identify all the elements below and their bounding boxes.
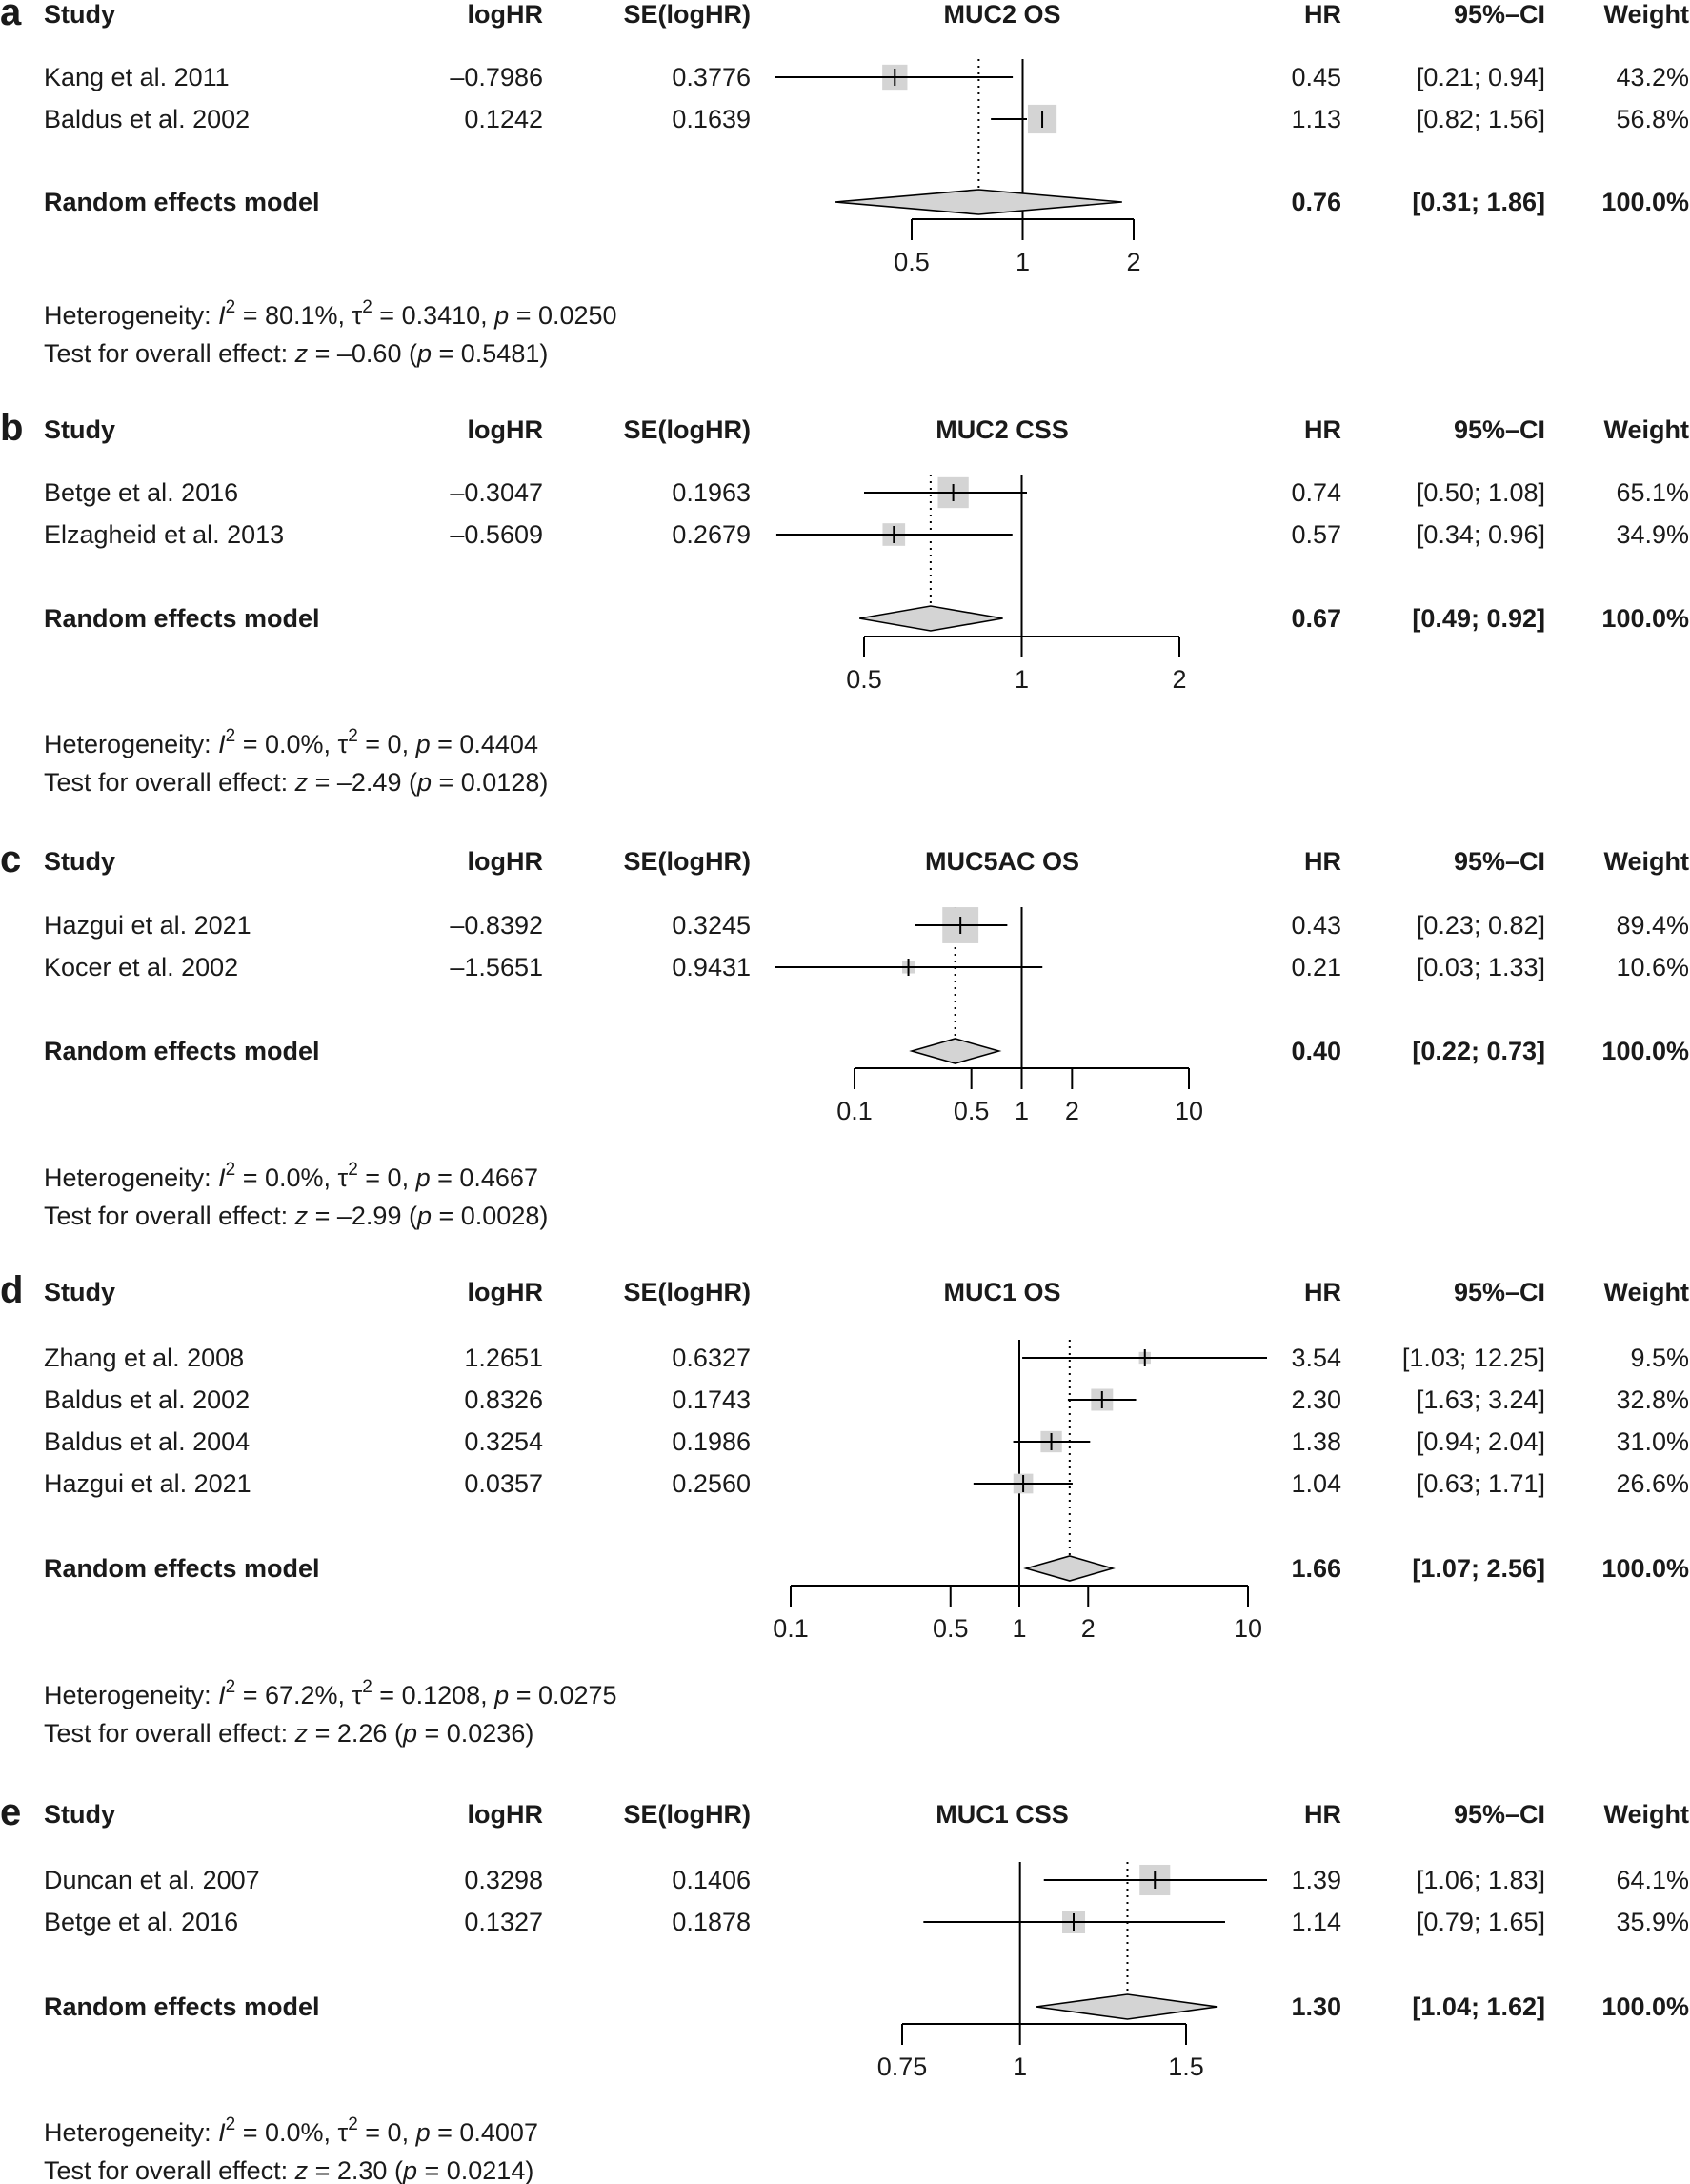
- study-se: 0.1406: [672, 1866, 751, 1894]
- study-weight: 65.1%: [1616, 478, 1689, 507]
- header-hr: HR: [1304, 847, 1341, 876]
- het-p-value: = 0.4404: [430, 730, 538, 758]
- overall-z-value: = –2.99 (: [308, 1202, 417, 1230]
- study-row: [44, 1427, 1689, 1456]
- study-ci: [0.82; 1.56]: [1416, 105, 1545, 133]
- study-name: Kang et al. 2011: [44, 63, 230, 91]
- study-name: Baldus et al. 2004: [44, 1427, 251, 1456]
- het-p-symbol: p: [415, 1163, 431, 1192]
- overall-p-value: = 0.0128): [432, 768, 549, 797]
- header-study: Study: [44, 415, 116, 444]
- axis-tick-label: 1: [1013, 2053, 1028, 2081]
- study-loghr: –0.3047: [450, 478, 543, 507]
- axis-tick-label: 0.1: [773, 1614, 809, 1643]
- header-se: SE(logHR): [623, 0, 751, 29]
- het-i2-value: = 0.0%,: [235, 1163, 338, 1192]
- het-prefix: Heterogeneity:: [44, 730, 219, 758]
- overall-p-value: = 0.5481): [432, 339, 549, 368]
- het-tau2-value: = 0,: [357, 730, 416, 758]
- het-tau2-value: = 0.3410,: [372, 301, 495, 330]
- study-loghr: 1.2651: [464, 1344, 543, 1372]
- study-hr: 1.38: [1291, 1427, 1341, 1456]
- het-p-value: = 0.0250: [509, 301, 617, 330]
- study-hr: 0.57: [1291, 520, 1341, 549]
- het-i-sup: 2: [225, 1677, 236, 1697]
- summary-weight: 100.0%: [1601, 1554, 1689, 1583]
- het-i2-value: = 67.2%,: [235, 1681, 352, 1709]
- axis-tick-label: 0.5: [846, 665, 882, 694]
- panel-letter: e: [0, 1791, 22, 1833]
- study-weight: 56.8%: [1616, 105, 1689, 133]
- study-name: Betge et al. 2016: [44, 478, 239, 507]
- heterogeneity-text: [44, 1160, 538, 1192]
- het-p-value: = 0.4667: [430, 1163, 538, 1192]
- header-weight: Weight: [1603, 415, 1689, 444]
- summary-ci: [0.22; 0.73]: [1412, 1037, 1545, 1065]
- study-hr: 0.45: [1291, 63, 1341, 91]
- het-tau-sup: 2: [348, 726, 358, 746]
- summary-diamond: [912, 1039, 998, 1063]
- header-se: SE(logHR): [623, 847, 751, 876]
- overall-prefix: Test for overall effect:: [44, 2156, 295, 2184]
- het-i-symbol: I: [218, 301, 226, 330]
- study-ci: [1.63; 3.24]: [1416, 1385, 1545, 1414]
- header-study: Study: [44, 847, 116, 876]
- summary-diamond: [835, 190, 1122, 214]
- overall-prefix: Test for overall effect:: [44, 1202, 295, 1230]
- heterogeneity-text: [44, 297, 617, 330]
- panel-letter: c: [0, 839, 22, 880]
- header-ci: 95%–CI: [1453, 1278, 1545, 1306]
- x-axis: [894, 219, 1140, 276]
- study-se: 0.3245: [672, 911, 751, 940]
- summary-weight: 100.0%: [1601, 1992, 1689, 2021]
- header-loghr: logHR: [467, 0, 543, 29]
- overall-effect-text: [44, 339, 548, 368]
- study-name: Elzagheid et al. 2013: [44, 520, 285, 549]
- axis-tick-label: 1: [1014, 1097, 1030, 1125]
- study-row: [44, 520, 1689, 549]
- overall-p-symbol: p: [416, 1202, 432, 1230]
- x-axis: [773, 1586, 1262, 1643]
- summary-name: Random effects model: [44, 1992, 320, 2021]
- study-ci: [0.21; 0.94]: [1416, 63, 1545, 91]
- study-weight: 26.6%: [1616, 1469, 1689, 1498]
- summary-diamond: [1036, 1994, 1218, 2019]
- summary-hr: 1.66: [1291, 1554, 1341, 1583]
- header-study: Study: [44, 1278, 116, 1306]
- study-loghr: 0.8326: [464, 1385, 543, 1414]
- panel-title: MUC2 OS: [943, 0, 1061, 29]
- overall-p-symbol: p: [416, 768, 432, 797]
- summary-row: [44, 1554, 1689, 1583]
- study-ci: [0.03; 1.33]: [1416, 953, 1545, 981]
- overall-prefix: Test for overall effect:: [44, 1719, 295, 1748]
- het-tau-sup: 2: [348, 1160, 358, 1180]
- study-loghr: 0.0357: [464, 1469, 543, 1498]
- het-i2-value: = 0.0%,: [235, 730, 338, 758]
- study-name: Hazgui et al. 2021: [44, 911, 251, 940]
- het-prefix: Heterogeneity:: [44, 2118, 219, 2147]
- panel-b: [0, 407, 1689, 797]
- study-loghr: –1.5651: [450, 953, 543, 981]
- study-se: 0.2560: [672, 1469, 751, 1498]
- heterogeneity-text: [44, 726, 538, 758]
- het-prefix: Heterogeneity:: [44, 1163, 219, 1192]
- summary-hr: 0.40: [1291, 1037, 1341, 1065]
- axis-tick-label: 1: [1015, 248, 1031, 276]
- study-row: [44, 953, 1689, 981]
- study-se: 0.6327: [672, 1344, 751, 1372]
- summary-hr: 1.30: [1291, 1992, 1341, 2021]
- het-tau-sup: 2: [362, 297, 372, 317]
- overall-z-symbol: z: [294, 1719, 309, 1748]
- summary-ci: [1.04; 1.62]: [1412, 1992, 1545, 2021]
- study-row: [44, 1908, 1689, 1936]
- panel-letter: d: [0, 1269, 24, 1311]
- study-name: Kocer et al. 2002: [44, 953, 239, 981]
- study-name: Baldus et al. 2002: [44, 105, 251, 133]
- study-weight: 43.2%: [1616, 63, 1689, 91]
- axis-tick-label: 0.1: [836, 1097, 873, 1125]
- overall-p-symbol: p: [402, 2156, 417, 2184]
- study-weight: 10.6%: [1616, 953, 1689, 981]
- study-name: Baldus et al. 2002: [44, 1385, 251, 1414]
- study-se: 0.9431: [672, 953, 751, 981]
- het-i-sup: 2: [225, 726, 236, 746]
- header-ci: 95%–CI: [1453, 847, 1545, 876]
- overall-effect-text: [44, 1719, 533, 1748]
- panel-title: MUC1 OS: [943, 1278, 1061, 1306]
- header-hr: HR: [1304, 1800, 1341, 1829]
- het-tau2-value: = 0,: [357, 2118, 416, 2147]
- header-weight: Weight: [1603, 0, 1689, 29]
- header-loghr: logHR: [467, 1800, 543, 1829]
- overall-z-symbol: z: [294, 2156, 309, 2184]
- x-axis: [836, 1068, 1203, 1125]
- panel-a: [0, 0, 1689, 368]
- header-hr: HR: [1304, 0, 1341, 29]
- header-ci: 95%–CI: [1453, 415, 1545, 444]
- header-study: Study: [44, 1800, 116, 1829]
- het-p-value: = 0.4007: [430, 2118, 538, 2147]
- header-loghr: logHR: [467, 847, 543, 876]
- axis-tick-label: 2: [1080, 1614, 1096, 1643]
- study-se: 0.1743: [672, 1385, 751, 1414]
- study-ci: [0.34; 0.96]: [1416, 520, 1545, 549]
- header-se: SE(logHR): [623, 415, 751, 444]
- overall-z-value: = 2.26 (: [308, 1719, 403, 1748]
- axis-tick-label: 1.5: [1168, 2053, 1204, 2081]
- het-tau-symbol: τ: [352, 1681, 363, 1709]
- overall-effect-text: [44, 1202, 548, 1230]
- axis-tick-label: 10: [1233, 1614, 1263, 1643]
- axis-tick-label: 0.75: [876, 2053, 928, 2081]
- study-row: [44, 1469, 1689, 1498]
- study-row: [44, 477, 1689, 508]
- summary-name: Random effects model: [44, 1554, 320, 1583]
- het-prefix: Heterogeneity:: [44, 301, 219, 330]
- overall-effect-text: [44, 2156, 533, 2184]
- axis-tick-label: 10: [1174, 1097, 1204, 1125]
- het-tau-sup: 2: [362, 1677, 372, 1697]
- study-ci: [0.79; 1.65]: [1416, 1908, 1545, 1936]
- summary-name: Random effects model: [44, 1037, 320, 1065]
- het-p-symbol: p: [415, 730, 431, 758]
- het-i2-value: = 0.0%,: [235, 2118, 338, 2147]
- study-row: [44, 907, 1689, 943]
- summary-weight: 100.0%: [1601, 604, 1689, 633]
- header-ci: 95%–CI: [1453, 0, 1545, 29]
- het-tau-symbol: τ: [337, 2118, 349, 2147]
- study-se: 0.1986: [672, 1427, 751, 1456]
- overall-p-value: = 0.0028): [432, 1202, 549, 1230]
- overall-z-symbol: z: [294, 768, 309, 797]
- axis-tick-label: 2: [1064, 1097, 1079, 1125]
- het-tau2-value: = 0.1208,: [372, 1681, 495, 1709]
- header-se: SE(logHR): [623, 1278, 751, 1306]
- study-loghr: 0.1242: [464, 105, 543, 133]
- overall-z-value: = 2.30 (: [308, 2156, 403, 2184]
- study-se: 0.1639: [672, 105, 751, 133]
- het-tau-sup: 2: [348, 2114, 358, 2134]
- summary-row: [44, 1992, 1689, 2021]
- overall-z-value: = –2.49 (: [308, 768, 417, 797]
- het-p-value: = 0.0275: [509, 1681, 617, 1709]
- study-se: 0.1878: [672, 1908, 751, 1936]
- study-hr: 1.13: [1291, 105, 1341, 133]
- summary-diamond: [1026, 1556, 1113, 1581]
- summary-row: [44, 188, 1689, 216]
- study-hr: 1.14: [1291, 1908, 1341, 1936]
- study-ci: [0.63; 1.71]: [1416, 1469, 1545, 1498]
- axis-tick-label: 0.5: [932, 1614, 969, 1643]
- x-axis: [877, 2024, 1204, 2081]
- study-weight: 89.4%: [1616, 911, 1689, 940]
- study-se: 0.1963: [672, 478, 751, 507]
- study-weight: 32.8%: [1616, 1385, 1689, 1414]
- x-axis: [846, 637, 1186, 694]
- heterogeneity-text: [44, 2114, 538, 2147]
- study-row: [44, 1385, 1689, 1414]
- study-row: [44, 1865, 1689, 1895]
- overall-z-value: = –0.60 (: [308, 339, 417, 368]
- study-hr: 1.04: [1291, 1469, 1341, 1498]
- overall-effect-text: [44, 768, 548, 797]
- het-i2-value: = 80.1%,: [235, 301, 352, 330]
- study-loghr: –0.5609: [450, 520, 543, 549]
- het-i-symbol: I: [218, 2118, 226, 2147]
- study-loghr: 0.3298: [464, 1866, 543, 1894]
- header-weight: Weight: [1603, 1278, 1689, 1306]
- study-loghr: 0.1327: [464, 1908, 543, 1936]
- header-ci: 95%–CI: [1453, 1800, 1545, 1829]
- het-p-symbol: p: [494, 301, 510, 330]
- summary-hr: 0.67: [1291, 604, 1341, 633]
- overall-prefix: Test for overall effect:: [44, 768, 295, 797]
- study-hr: 0.21: [1291, 953, 1341, 981]
- study-hr: 0.74: [1291, 478, 1341, 507]
- panel-title: MUC2 CSS: [936, 415, 1069, 444]
- panel-letter: b: [0, 407, 24, 449]
- panel-title: MUC5AC OS: [924, 847, 1080, 876]
- heterogeneity-text: [44, 1677, 617, 1709]
- study-weight: 64.1%: [1616, 1866, 1689, 1894]
- study-ci: [0.23; 0.82]: [1416, 911, 1545, 940]
- het-i-sup: 2: [225, 297, 236, 317]
- study-name: Zhang et al. 2008: [44, 1344, 245, 1372]
- header-hr: HR: [1304, 1278, 1341, 1306]
- het-i-symbol: I: [218, 1163, 226, 1192]
- summary-name: Random effects model: [44, 604, 320, 633]
- study-name: Betge et al. 2016: [44, 1908, 239, 1936]
- panel-d: [0, 1269, 1689, 1748]
- summary-name: Random effects model: [44, 188, 320, 216]
- overall-prefix: Test for overall effect:: [44, 339, 295, 368]
- study-name: Hazgui et al. 2021: [44, 1469, 251, 1498]
- study-ci: [0.94; 2.04]: [1416, 1427, 1545, 1456]
- header-weight: Weight: [1603, 847, 1689, 876]
- panel-c: [0, 839, 1689, 1230]
- study-row: [44, 105, 1689, 133]
- het-i-sup: 2: [225, 1160, 236, 1180]
- overall-z-symbol: z: [294, 1202, 309, 1230]
- summary-weight: 100.0%: [1601, 1037, 1689, 1065]
- study-ci: [0.50; 1.08]: [1416, 478, 1545, 507]
- panel-title: MUC1 CSS: [936, 1800, 1069, 1829]
- overall-p-value: = 0.0214): [416, 2156, 534, 2184]
- axis-tick-label: 2: [1126, 248, 1141, 276]
- study-row: [44, 1344, 1689, 1372]
- overall-p-symbol: p: [402, 1719, 417, 1748]
- header-loghr: logHR: [467, 1278, 543, 1306]
- axis-tick-label: 2: [1172, 665, 1187, 694]
- header-hr: HR: [1304, 415, 1341, 444]
- axis-tick-label: 1: [1014, 665, 1030, 694]
- header-study: Study: [44, 0, 116, 29]
- study-ci: [1.03; 12.25]: [1401, 1344, 1545, 1372]
- study-hr: 1.39: [1291, 1866, 1341, 1894]
- summary-hr: 0.76: [1291, 188, 1341, 216]
- summary-ci: [0.31; 1.86]: [1412, 188, 1545, 216]
- study-se: 0.2679: [672, 520, 751, 549]
- het-p-symbol: p: [494, 1681, 510, 1709]
- summary-diamond: [859, 606, 1002, 631]
- het-i-sup: 2: [225, 2114, 236, 2134]
- het-prefix: Heterogeneity:: [44, 1681, 219, 1709]
- overall-p-symbol: p: [416, 339, 432, 368]
- study-weight: 9.5%: [1630, 1344, 1689, 1372]
- study-loghr: 0.3254: [464, 1427, 543, 1456]
- study-weight: 34.9%: [1616, 520, 1689, 549]
- header-weight: Weight: [1603, 1800, 1689, 1829]
- het-tau-symbol: τ: [337, 730, 349, 758]
- het-tau-symbol: τ: [352, 301, 363, 330]
- axis-tick-label: 0.5: [894, 248, 930, 276]
- study-se: 0.3776: [672, 63, 751, 91]
- study-hr: 0.43: [1291, 911, 1341, 940]
- study-row: [44, 63, 1689, 91]
- overall-z-symbol: z: [294, 339, 309, 368]
- het-tau2-value: = 0,: [357, 1163, 416, 1192]
- study-loghr: –0.7986: [450, 63, 543, 91]
- summary-ci: [0.49; 0.92]: [1412, 604, 1545, 633]
- summary-row: [44, 1037, 1689, 1065]
- study-weight: 35.9%: [1616, 1908, 1689, 1936]
- panel-e: [0, 1791, 1689, 2184]
- het-i-symbol: I: [218, 730, 226, 758]
- het-tau-symbol: τ: [337, 1163, 349, 1192]
- summary-ci: [1.07; 2.56]: [1412, 1554, 1545, 1583]
- study-hr: 3.54: [1291, 1344, 1341, 1372]
- overall-p-value: = 0.0236): [416, 1719, 534, 1748]
- axis-tick-label: 0.5: [953, 1097, 990, 1125]
- het-i-symbol: I: [218, 1681, 226, 1709]
- axis-tick-label: 1: [1012, 1614, 1027, 1643]
- summary-row: [44, 604, 1689, 633]
- study-loghr: –0.8392: [450, 911, 543, 940]
- header-se: SE(logHR): [623, 1800, 751, 1829]
- header-loghr: logHR: [467, 415, 543, 444]
- study-ci: [1.06; 1.83]: [1416, 1866, 1545, 1894]
- study-weight: 31.0%: [1616, 1427, 1689, 1456]
- study-name: Duncan et al. 2007: [44, 1866, 260, 1894]
- summary-weight: 100.0%: [1601, 188, 1689, 216]
- panel-letter: a: [0, 0, 22, 33]
- study-hr: 2.30: [1291, 1385, 1341, 1414]
- het-p-symbol: p: [415, 2118, 431, 2147]
